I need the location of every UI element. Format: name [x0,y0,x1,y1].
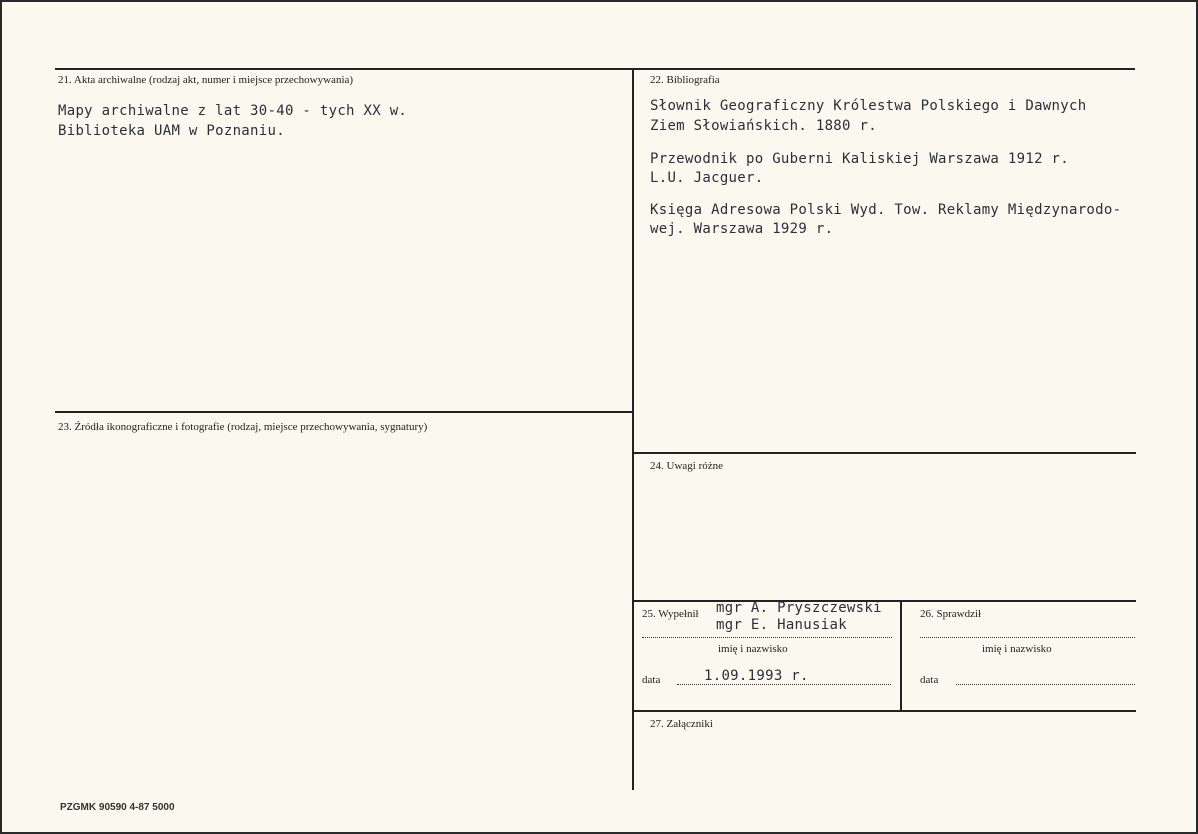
section-22-label: 22. Bibliografia [650,74,720,86]
section-23-label: 23. Źródła ikonograficzne i fotografie (rodzaj, miejsce przechowywania, sygnatury) [58,421,428,433]
section-26-label: 26. Sprawdził [920,608,982,620]
rule-24-25 [634,600,1136,602]
filled-by-name-line [642,637,892,638]
filled-by-name-caption: imię i nazwisko [718,643,788,655]
section-24-label: 24. Uwagi różne [650,460,724,472]
filled-by-date-label: data [642,674,661,686]
rule-25-27 [634,710,1136,712]
section-22-line-1: Słownik Geograficzny Królestwa Polskiego i Dawnych [650,98,1087,114]
checked-by-name-caption: imię i nazwisko [982,643,1052,655]
filled-by-name-1: mgr A. Pryszczewski [716,600,882,616]
section-22-line-3: Przewodnik po Guberni Kaliskiej Warszawa 1912 r. [650,151,1069,167]
filled-by-date-line [677,684,891,685]
print-code: PZGMK 90590 4-87 5000 [60,802,175,813]
section-22-line-4: L.U. Jacguer. [650,170,764,186]
section-21-label: 21. Akta archiwalne (rodzaj akt, numer i miejsce przechowywania) [58,74,354,86]
rule-22-24 [634,452,1136,454]
section-25-label: 25. Wypełnił [642,608,699,620]
section-22-line-5: Księga Adresowa Polski Wyd. Tow. Reklamy Międzynarodo- [650,202,1122,218]
checked-by-date-line [956,684,1135,685]
divider-25-26 [900,602,902,710]
section-21-line-2: Biblioteka UAM w Poznaniu. [58,123,285,139]
section-21-line-1: Mapy archiwalne z lat 30-40 - tych XX w. [58,103,408,119]
section-22-line-2: Ziem Słowiańskich. 1880 r. [650,118,877,134]
top-rule [55,68,1135,70]
section-27-label: 27. Załączniki [650,718,713,730]
filled-by-name-2: mgr E. Hanusiak [716,617,847,633]
checked-by-date-label: data [920,674,939,686]
center-divider [632,70,634,790]
rule-21-23 [55,411,632,413]
filled-by-date-value: 1.09.1993 r. [704,668,809,684]
section-22-line-6: wej. Warszawa 1929 r. [650,221,834,237]
checked-by-name-line [920,637,1135,638]
